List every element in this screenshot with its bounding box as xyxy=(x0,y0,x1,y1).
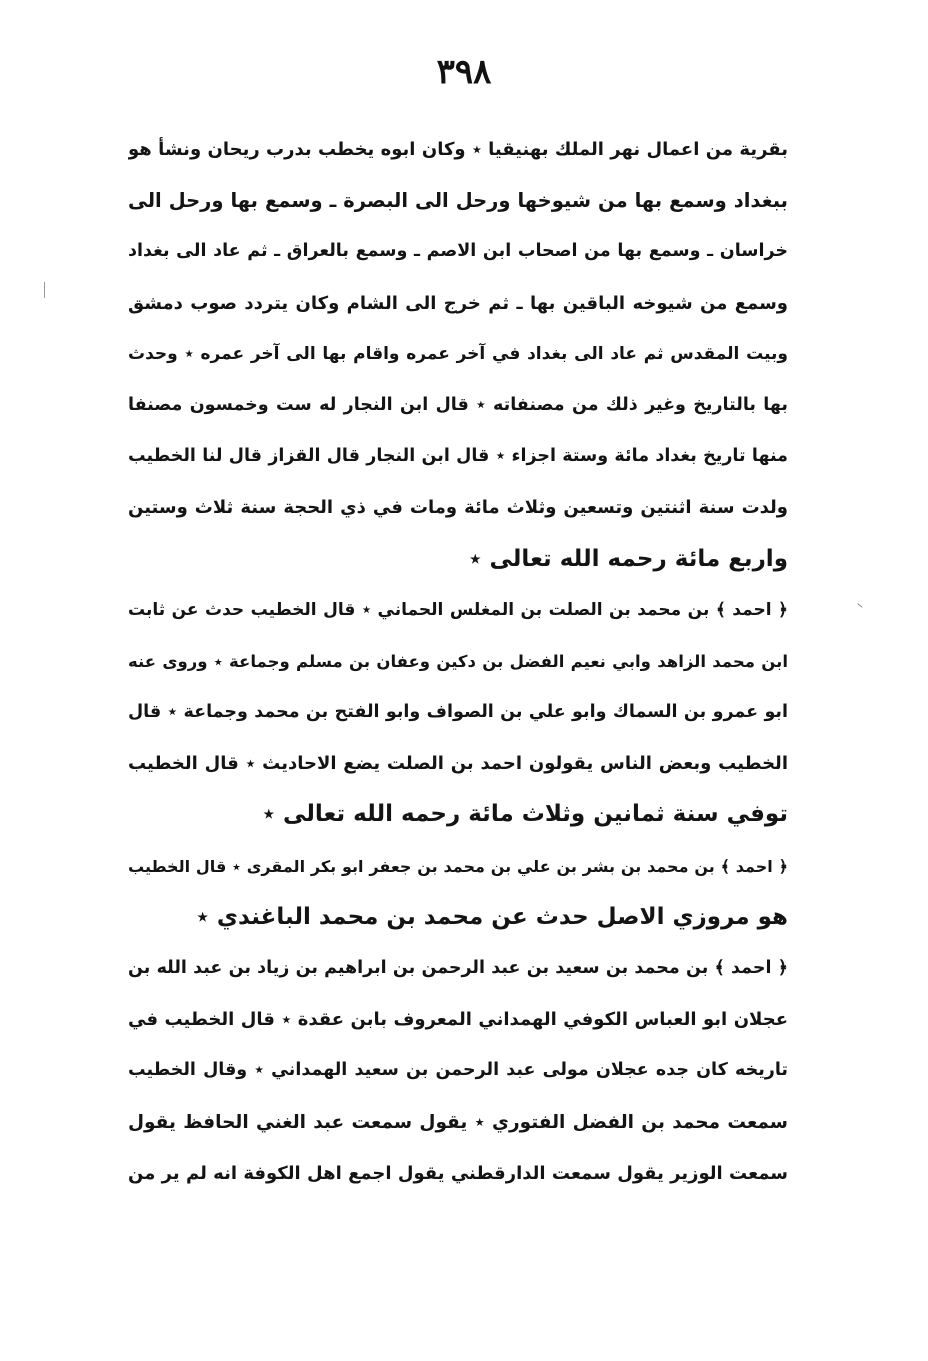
text-line: تاريخه كان جده عجلان مولى عبد الرحمن بن سعيد الهمداني ٭ وقال الخطيب xyxy=(128,1060,788,1081)
text-line: سمعت محمد بن الفضل الفتوري ٭ يقول سمعت عبد الغني الحافظ يقول xyxy=(128,1111,788,1133)
text-line: ببغداد وسمع بها من شيوخها ورحل الى البصرة ـ وسمع بها ورحل الى xyxy=(128,189,788,213)
text-line: وسمع من شيوخه الباقين بها ـ ثم خرج الى الشام وكان يتردد صوب دمشق xyxy=(128,292,788,314)
text-line: بقرية من اعمال نهر الملك بهنيقيا ٭ وكان ابوه يخطب بدرب ريحان ونشأ هو xyxy=(128,139,788,160)
text-line: ابو عمرو بن السماك وابو علي بن الصواف وابو الفتح بن محمد وجماعة ٭ قال xyxy=(128,702,788,723)
text-line: ولدت سنة اثنتين وتسعين وثلاث مائة ومات في ذي الحجة سنة ثلاث وستين xyxy=(128,497,788,519)
margin-mark xyxy=(44,282,45,298)
body-text xyxy=(128,124,788,1199)
text-line: ابن محمد الزاهد وابي نعيم الفضل بن دكين وعفان بن مسلم وجماعة ٭ وروى عنه xyxy=(128,651,788,671)
text-line: توفي سنة ثمانين وثلاث مائة رحمه الله تعالى ٭ xyxy=(262,801,788,828)
text-line: هو مروزي الاصل حدث عن محمد بن محمد الباغندي ٭ xyxy=(196,903,788,930)
text-line: منها تاريخ بغداد مائة وستة اجزاء ٭ قال ابن النجار قال القزاز قال لنا الخطيب xyxy=(128,446,788,467)
text-line: خراسان ـ وسمع بها من اصحاب ابن الاصم ـ وسمع بالعراق ـ ثم عاد الى بغداد xyxy=(128,241,788,262)
text-line: الخطيب وبعض الناس يقولون احمد بن الصلت يضع الاحاديث ٭ قال الخطيب xyxy=(128,753,788,775)
text-line: واربع مائة رحمه الله تعالى ٭ xyxy=(468,545,788,572)
page-number: ٣٩٨ xyxy=(436,52,492,92)
margin-mark xyxy=(857,603,862,608)
text-line: بها بالتاريخ وغير ذلك من مصنفاته ٭ قال ابن النجار له ست وخمسون مصنفا xyxy=(128,394,788,415)
text-line: وبيت المقدس ثم عاد الى بغداد في آخر عمره واقام بها الى آخر عمره ٭ وحدث xyxy=(128,343,788,364)
entry-heading-line: ﴿ احمد ﴾ بن محمد بن سعيد بن عبد الرحمن بن ابراهيم بن زياد بن عبد الله بن xyxy=(128,958,788,978)
text-line: عجلان ابو العباس الكوفي الهمداني المعروف بابن عقدة ٭ قال الخطيب في xyxy=(128,1009,788,1031)
entry-heading-line: ﴿ احمد ﴾ بن محمد بن الصلت بن المغلس الحماني ٭ قال الخطيب حدث عن ثابت xyxy=(128,599,788,620)
entry-heading-line: ﴿ احمد ﴾ بن محمد بن بشر بن علي بن محمد بن جعفر ابو بكر المقرى ٭ قال الخطيب xyxy=(128,856,788,876)
text-line: سمعت الوزير يقول سمعت الدارقطني يقول اجمع اهل الكوفة انه لم ير من xyxy=(128,1162,788,1184)
